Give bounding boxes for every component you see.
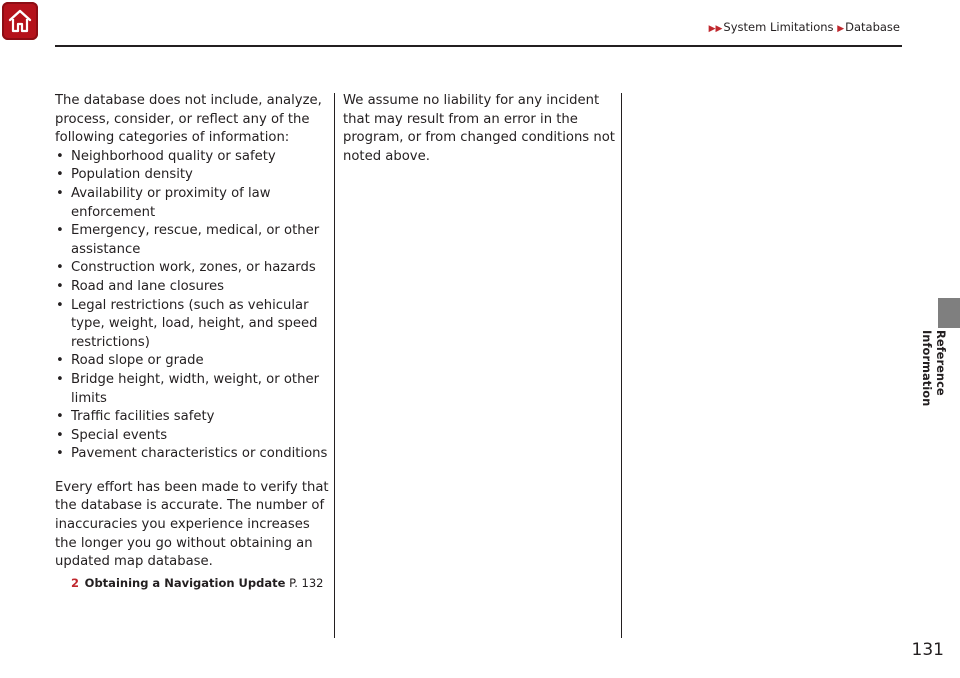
list-item: • Construction work, zones, or hazards <box>55 259 330 278</box>
column-divider <box>334 93 335 638</box>
breadcrumb-arrow-icon: ▶ <box>837 24 845 34</box>
cross-reference-title: Obtaining a Navigation Update <box>84 575 286 590</box>
cross-reference-icon: 2 <box>71 575 80 590</box>
home-button[interactable] <box>2 2 38 40</box>
list-item: • Emergency, rescue, medical, or other assistance <box>55 222 330 259</box>
intro-paragraph: The database does not include, analyze, process, consider, or reflect any of the following categories of information: <box>55 93 322 146</box>
liability-paragraph: We assume no liability for any incident that may result from an error in the program, or from changed conditions not noted above. <box>343 93 615 164</box>
left-column <box>55 92 330 592</box>
bullet-list <box>55 148 330 464</box>
breadcrumb-arrow-icon: ▶▶ <box>708 24 723 34</box>
list-item: • Legal restrictions (such as vehicular type, weight, load, height, and speed restrictions) <box>55 297 330 353</box>
list-item: • Population density <box>55 166 330 185</box>
list-item: • Bridge height, width, weight, or other limits <box>55 371 330 408</box>
list-item: • Neighborhood quality or safety <box>55 148 330 167</box>
list-item: • Pavement characteristics or conditions <box>55 445 330 464</box>
accuracy-paragraph: Every effort has been made to verify that the database is accurate. The number of inaccuracies you experience increases the longer you go without obtaining an updated map database. <box>55 479 329 570</box>
cross-reference-link[interactable] <box>55 574 330 593</box>
right-column <box>343 92 618 166</box>
cross-reference-page: P. 132 <box>289 575 324 590</box>
home-icon <box>8 8 32 34</box>
list-item: • Special events <box>55 427 330 446</box>
column-divider <box>621 93 622 638</box>
list-item: • Road slope or grade <box>55 352 330 371</box>
list-item: • Traffic facilities safety <box>55 408 330 427</box>
breadcrumb <box>709 20 900 34</box>
section-tab[interactable] <box>938 298 960 328</box>
breadcrumb-item-database: Database <box>845 20 900 34</box>
list-item: • Road and lane closures <box>55 278 330 297</box>
list-item: • Availability or proximity of law enforcement <box>55 185 330 222</box>
section-label: Reference Information <box>920 330 948 407</box>
breadcrumb-item-system-limitations[interactable]: System Limitations <box>723 20 834 34</box>
page-number: 131 <box>911 640 944 660</box>
header-rule <box>55 45 902 47</box>
